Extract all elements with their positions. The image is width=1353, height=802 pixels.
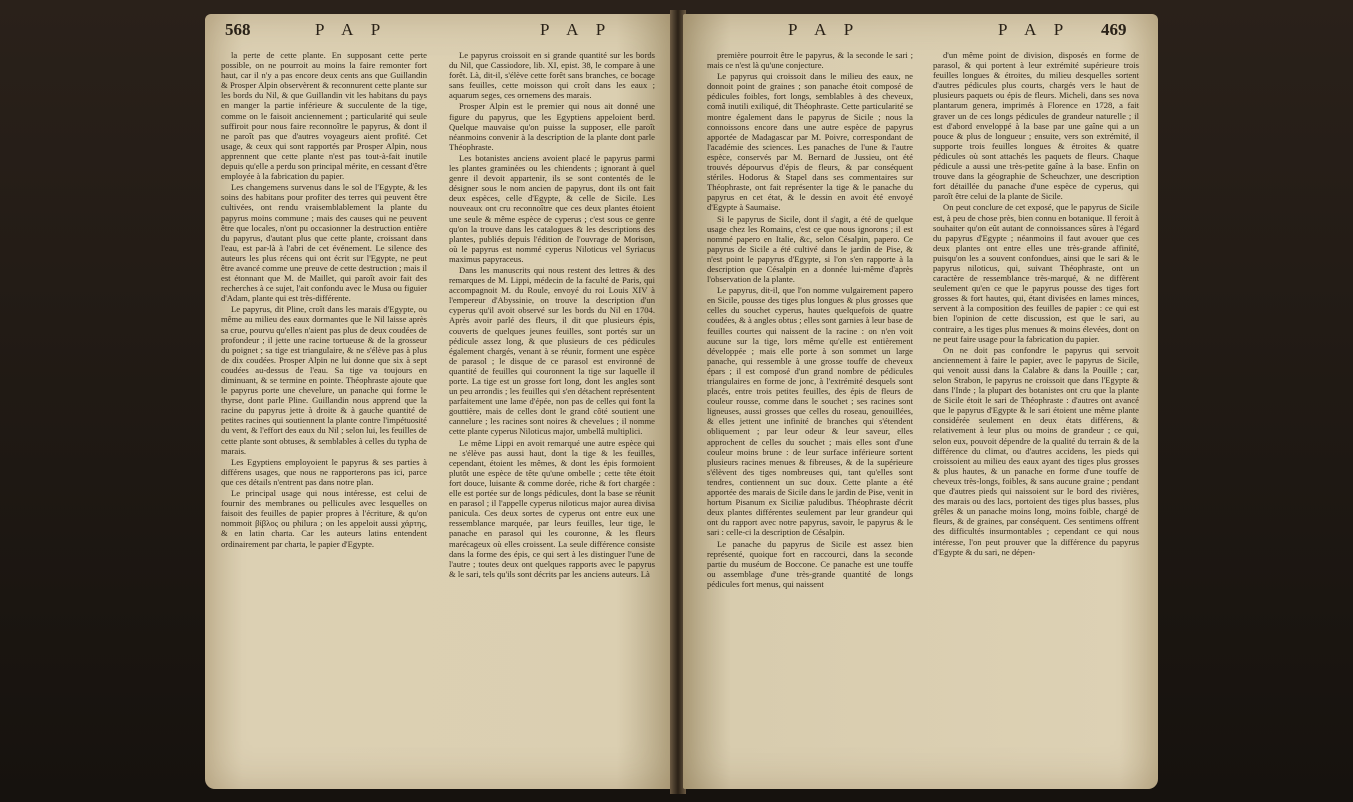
right-page-column-1 [707,50,913,780]
left-page [205,14,673,789]
paragraph: Les botanistes anciens avoient placé le papyrus parmi les plantes graminées ou les chiendents ; ignorant à quel genre il devoit appartenir, ils se sont contentés de le désigner sous le nom ancien de papyrus, dont ils ont fait deux espèces, celle d'Egypte, & celle de Sicile. Les nouveaux ont cru reconnoître que ces deux plantes étoient une seule & même espèce de cyperus ; c'est sous ce genre qu'on la trouve dans les catalogues & les descriptions des plantes, publiés depuis l'édition de l'ouvrage de Morison, où le papyrus est nommé cyperus Niloticus vel Syriacus maximus papyraceus. [449,152,655,264]
running-head-left-b: P A P [540,20,613,39]
paragraph: On peut conclure de cet exposé, que le papyrus de Sicile est, à peu de chose près, bien connu en botanique. Il feroit à souhaiter qu'on eût autant de connoissances sûres à l'égard du papyrus d'Egypte ; néanmoins il faut avouer que ces deux plantes ont entre elles une très-grande affinité, puisqu'on les a souvent confondues, ainsi que le sari & le papyrus niloticus, qui, suivant Théophraste, ont un caractère de ressemblance très-marqué, & ne diffèrent seulement qu'en ce que le papyrus pousse des tiges fort grosses & fort hautes, qui, étant divisées en lames minces, servent à la composition des feuilles de papier : ce qui est bien l'opinion de cette discussion, est que le sari, au contraire, a les tiges plus menues & moins élevées, dont on ne peut faire usage pour la fabrication du papier. [933,202,1139,344]
paragraph: Le papyrus, dit Pline, croît dans les marais d'Egypte, ou même au milieu des eaux dormantes que le Nil laisse après sa crue, pourvu qu'elles n'aient pas plus de deux coudées de profondeur ; il jette une racine tortueuse & de la grosseur du poignet ; sa tige est triangulaire, & ne s'élève pas à plus de dix coudées. Prosper Alpin ne lui donne que six à sept coudées au-dessus de l'eau. Sa tige va toujours en diminuant, & se termine en pointe. Théophraste ajoute que le papyrus porte une chevelure, un panache qui forme le thyrse, dont parle Pline. Guillandin nous apprend que la racine du papyrus jette à droite & à gauche quantité de petites racines qui soutiennent la plante contre l'impétuosité du vent, & l'effort des eaux du Nil ; selon lui, les feuilles de cette plante sont obtuses, & semblables à celles du typha de marais. [221,304,427,456]
running-head-left-a: P A P [315,20,388,39]
paragraph: Le panache du papyrus de Sicile est assez bien représenté, quoique fort en raccourci, dans la seconde partie du muséum de Boccone. Ce panache est une touffe ou assemblage d'une très-grande quantité de longs pédicules fort menus, qui naissent [707,538,913,589]
paragraph: On ne doit pas confondre le papyrus qui servoit anciennement à faire le papier, avec le papyrus de Sicile, qui venoit aussi dans la Calabre & dans la Pouille ; car, selon Strabon, le papyrus ne croissoit que dans l'Egypte & dans l'Inde ; la plupart des botanistes ont cru que la plante de Sicile étoit le sari de Théophraste : d'autres ont avancé que le papyrus d'Egypte & le sari étoient une même plante considérée seulement en deux états différens, & relativement à leur plus ou moins de grandeur ; ce qui, selon eux, pouvoit dépendre de la qualité du terrain & de la différence du climat, ou d'autres accidens, les pieds qui croissoient au milieu des eaux ayant des tiges plus grosses & plus hautes, & un panache en forme d'une touffe de cheveux très-longs, foibles, & sans aucune graine ; pendant que d'autres pieds qui naissoient sur le bord des rivières, des marais ou des lacs, portoient des tiges plus basses, plus grêles & un panache moins long, moins foible, chargé de fleurs, & de graines, par conséquent. Ces sentimens offrent des difficultés insurmontables ; cependant ce qui nous intéresse, l'on peut prouver que la différence du papyrus d'Egypte & du sari, ne dépen- [933,344,1139,557]
paragraph: Le papyrus qui croissoit dans le milieu des eaux, ne donnoit point de graines ; son panache étoit composé de pédicules foibles, fort longs, semblables à des cheveux, comâ inutili exiliqué, dit Théophraste. Cette particularité se montre également dans le papyrus de Sicile ; nous la connoissons encore dans une autre espèce de papyrus apportée de Madagascar par M. Poivre, correspondant de l'académie des sciences. Les panaches de l'une & l'autre espèce, conservés par M. Bernard de Jussieu, ont été trouvés dépourvus d'épis de fleurs, & par conséquent stériles. Hodorus & Stapel dans ses commentaires sur Théophraste, ont fait représenter la tige & le panache du papyrus en cet état, & le dessin en avoit été envoyé d'Egypte à Saumaise. [707,71,913,213]
left-page-column-1 [221,50,427,780]
paragraph: d'un même point de division, disposés en forme de parasol, & qui portent à leur extrémité supérieure trois feuilles longues & étroites, du milieu desquelles sortent d'autres pédicules plus courts, chargés vers le haut de plusieurs paquets ou épis de fleurs. Micheli, dans ses nova plantarum genera, imprimés à Florence en 1728, a fait graver un de ces longs pédicules de grandeur naturelle ; il est d'abord enveloppé à la base par une gaîne qui a un pouce & plus de longueur ; ensuite, vers son extrémité, il supporte trois feuilles longues & étroites & quatre pédicules où sont attachés les paquets de fleurs. Chaque pédicule a aussi une très-petite gaîne à la base. Enfin on trouve dans la géographie de Scheuchzer, une description fort détaillée du panache d'une espèce de cyperus, qui paroît être celui de la plante de Sicile. [933,50,1139,202]
right-page [683,14,1158,789]
running-head-right-a: P A P [788,20,861,39]
paragraph: première pourroit être le papyrus, & la seconde le sari ; mais ce n'est là qu'une conjecture. [707,50,913,71]
paragraph: Le principal usage qui nous intéresse, est celui de fournir des membranes ou pellicules avec lesquelles on faisoit des feuilles de papier propres à l'écriture, & qu'on nommoit βίβλος ou philura ; on les appeloit aussi χάρτης, & en latin charta. Car les auteurs latins entendent ordinairement par charta, le papier d'Egypte. [221,488,427,549]
right-page-column-2 [933,50,1139,780]
page-number-right: 469 [1101,20,1127,39]
paragraph: la perte de cette plante. En supposant cette perte possible, on ne pourroit au moins la faire remonter fort haut, car il n'y a pas encore deux cents ans que Guillandin & Prosper Alpin observèrent & reconnurent cette plante sur les bords du Nil, & que Guillandin vit les habitans du pays en manger la partie inférieure & succulente de la tige, comme on le faisoit anciennement ; particularité qui seule suffiroit pour nous faire reconnoître le papyrus, & dont il ne paroît pas que d'autres voyageurs aient profité. Cet usage, & ceux qui sont rapportés par Prosper Alpin, nous apprennent que cette plante n'est pas tout-à-fait inutile depuis qu'elle a perdu son principal mérite, en cessant d'être employée à la fabrication du papier. [221,50,427,182]
paragraph: Dans les manuscrits qui nous restent des lettres & des remarques de M. Lippi, médecin de la faculté de Paris, qui accompagnoit M. du Roule, envoyé du roi Louis XIV à l'empereur d'Abyssinie, on trouve la description d'un cyperus qu'il avoit observé sur les bords du Nil en 1704. Après avoir parlé des fleurs, il dit que plusieurs épis, couverts de quelques jeunes feuilles, sont portés sur un pédicule assez long, & que plusieurs de ces pédicules également chargés, venant à se réunir, forment une espèce de parasol ; le disque de ce parasol est environné de quantité de feuilles qui couronnent la tige sur laquelle il porte. La tige est un grosse fort long, dont les angles sont un peu arrondis ; les feuilles qui s'en détachent représentent parfaitement une lame d'épée, non pas de celles qui font la gouttière, mais de celles dont le grand côté soutient une cannelure ; les racines sont noires & chevelues ; il nomme cette plante cyperus Niloticus major, umbellâ multiplici. [449,264,655,437]
paragraph: Les Egyptiens employoient le papyrus & ses parties à différens usages, que nous ne rapporterons pas ici, parce que ces détails n'entrent pas dans notre plan. [221,456,427,487]
paragraph: Les changemens survenus dans le sol de l'Egypte, & les soins des habitans pour profiter des terres qui peuvent être cultivées, ont rendu vraisemblablement la plante du papyrus moins commune ; mais des causes qui ne peuvent être que locales, n'ont pu occasionner la destruction entière du papyrus, d'autant plus que cette plante, croissant dans l'eau, est par-là à l'abri de cet événement. Le silence des auteurs les plus récens qui ont écrit sur l'Egypte, ne peut être avancé comme une preuve de cette destruction ; mais il est étonnant que M. de Maillet, qui paroît avoir fait des recherches à ce sujet, l'ait confondu avec le Musa ou figuier d'Adam, plante qui est très-différente. [221,182,427,304]
paragraph: Le papyrus, dit-il, que l'on nomme vulgairement papero en Sicile, pousse des tiges plus longues & plus grosses que celles du souchet cyperus, hautes quelquefois de quatre coudées, & à angles obtus ; elles sont garnies à leur base de feuilles courtes qui naissent de la racine : on n'en voit aucune sur la tige, lors même qu'elle est entièrement développée ; mais elle porte à son sommet un large panache, qui ressemble à une grosse touffe de cheveux épars ; il est composé d'un grand nombre de pédicules triangulaires en forme de jonc, à l'extrémité desquels sont placés, entre trois petites feuilles, des épis de fleurs de couleur rousse, comme dans le souchet ; ses racines sont ligneuses, aussi grosses que celles du roseau, genouillées, & elles jettent une infinité de branches qui s'étendent obliquement ; par leur odeur & leur saveur, elles approchent de celles du souchet ; mais elles sont d'une couleur moins brune : de leur surface inférieure sortent plusieurs racines menues & fibreuses, & de la supérieure s'élèvent des tiges nombreuses qui, tant qu'elles sont tendres, contiennent un suc doux. Cette plante a été apportée des marais de Sicile dans le jardin de Pise, venit in hortum Pisanum ex Siciliæ paludibus. Théophraste décrit deux plantes différentes seulement par leur grandeur qui ont du rapport avec notre papyrus, savoir, le papyrus & le sari : celle-ci la description de Césalpin. [707,285,913,538]
paragraph: Le papyrus croissoit en si grande quantité sur les bords du Nil, que Cassiodore, lib. XI, epist. 38, le compare à une forêt. Là, dit-il, s'élève cette forêt sans branches, ce bocage sans feuilles, cette moisson qui croît dans les eaux ; aquarum seges, ces ornemens des marais. [449,50,655,101]
left-page-column-2 [449,50,655,780]
paragraph: Prosper Alpin est le premier qui nous ait donné une figure du papyrus, que les Egyptiens appeloient berd. Quelque mauvaise qu'on puisse la supposer, elle paroît néanmoins convenir à la description de la plante dont parle Théophraste. [449,101,655,152]
page-number-left: 568 [225,20,251,39]
paragraph: Si le papyrus de Sicile, dont il s'agit, a été de quelque usage chez les Romains, c'est ce que nous ignorons ; il est nommé papero en Italie, &c, selon Césalpin, papero. Ce papyrus de Sicile a été cultivé dans le jardin de Pise, & n'est point le papyrus d'Egypte, si l'on s'en rapporte à la description que Césalpin en a donnée lui-même d'après l'observation de la plante. [707,213,913,285]
running-head-right-b: P A P [998,20,1071,39]
paragraph: Le même Lippi en avoit remarqué une autre espèce qui ne s'élève pas aussi haut, dont la tige & les feuilles, cependant, étoient les mêmes, & dont les épis formoient plutôt une espèce de tête qu'une ombelle ; cette tête étoit fort douce, luisante & comme dorée, riche & fort chargée : elle est portée sur de longs pédicules, dont la base se réunit en parasol ; il l'appelle cyperus niloticus major aurea divisa panicula. Ces deux sortes de cyperus ont entre eux une ressemblance marquée, par leurs feuilles, leur tige, le panache en parasol qui les couronne, & les fleurs marécageux où elles croissent. La seule différence consiste dans la forme des épis, ce qui sert à les distinguer l'une de l'autre ; toutes deux ont quelques rapports avec le papyrus & le sari, tels qu'ils sont décrits par les anciens auteurs. Là [449,437,655,579]
